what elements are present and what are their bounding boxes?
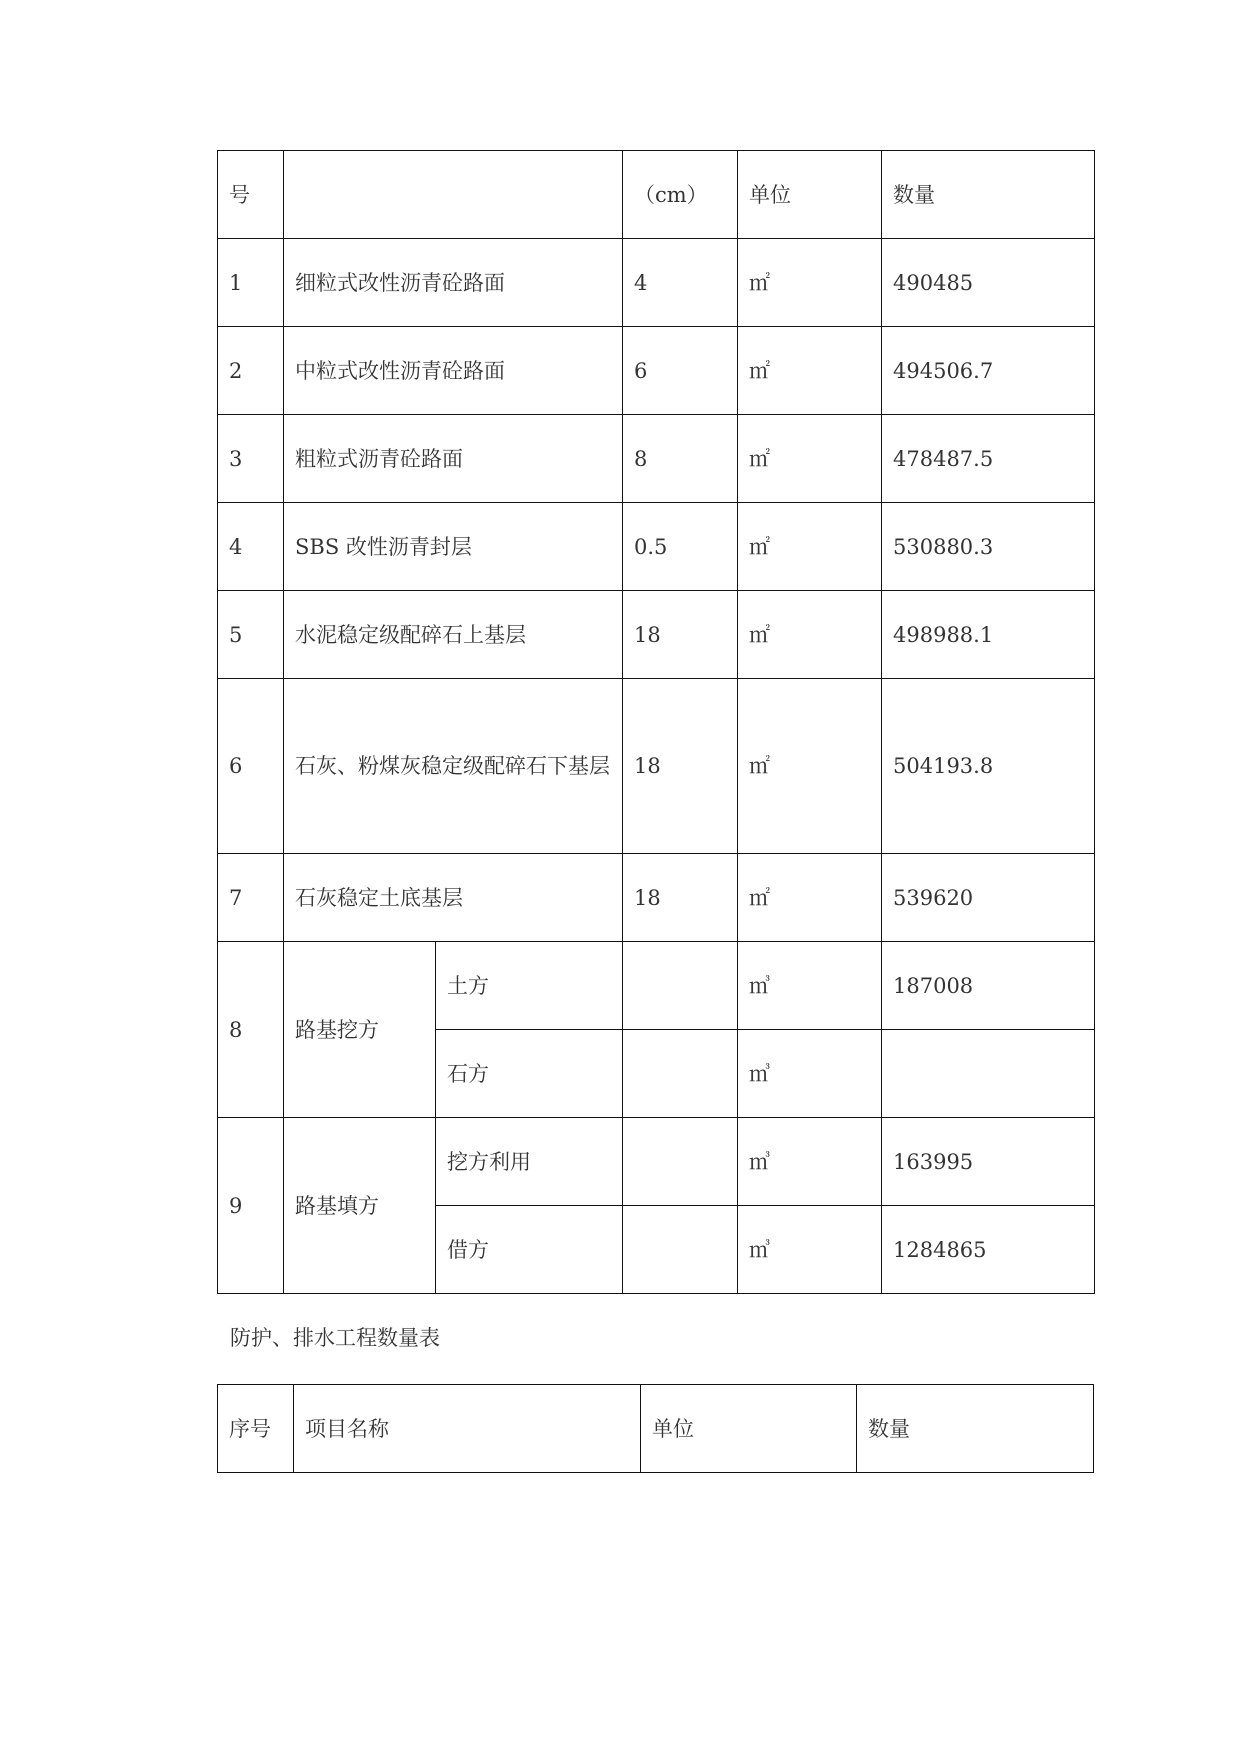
row-quantity: 494506.7 xyxy=(882,327,1095,415)
row-name: 水泥稳定级配碎石上基层 xyxy=(284,591,623,679)
row-unit: ㎡ xyxy=(738,591,882,679)
subrow-unit: ㎥ xyxy=(738,1206,882,1294)
row-quantity: 490485 xyxy=(882,239,1095,327)
row-unit: ㎡ xyxy=(738,679,882,854)
row-unit: ㎡ xyxy=(738,327,882,415)
row-no: 1 xyxy=(218,239,284,327)
header-no: 号 xyxy=(218,151,284,239)
row-unit: ㎡ xyxy=(738,854,882,942)
row-thickness: 6 xyxy=(623,327,738,415)
subrow-name: 石方 xyxy=(436,1030,623,1118)
row-thickness: 0.5 xyxy=(623,503,738,591)
group-name: 路基挖方 xyxy=(284,942,436,1118)
subrow-unit: ㎥ xyxy=(738,1118,882,1206)
subrow-name: 土方 xyxy=(436,942,623,1030)
row-name: 石灰、粉煤灰稳定级配碎石下基层 xyxy=(284,679,623,854)
subrow-thickness xyxy=(623,942,738,1030)
row-unit: ㎡ xyxy=(738,503,882,591)
table-row xyxy=(218,1118,1095,1206)
row-thickness: 18 xyxy=(623,854,738,942)
row-quantity: 539620 xyxy=(882,854,1095,942)
row-no: 3 xyxy=(218,415,284,503)
row-no: 7 xyxy=(218,854,284,942)
row-no: 5 xyxy=(218,591,284,679)
group-no: 9 xyxy=(218,1118,284,1294)
row-thickness: 18 xyxy=(623,591,738,679)
header-no: 序号 xyxy=(218,1385,294,1473)
table-header-row xyxy=(218,151,1095,239)
header-name: 项目名称 xyxy=(294,1385,641,1473)
table-row xyxy=(218,854,1095,942)
row-name: 中粒式改性沥青砼路面 xyxy=(284,327,623,415)
table-row xyxy=(218,327,1095,415)
header-quantity: 数量 xyxy=(882,151,1095,239)
header-name xyxy=(284,151,623,239)
road-quantity-table xyxy=(217,150,1095,1294)
row-thickness: 18 xyxy=(623,679,738,854)
subrow-thickness xyxy=(623,1030,738,1118)
row-quantity: 504193.8 xyxy=(882,679,1095,854)
subrow-quantity xyxy=(882,1030,1095,1118)
subrow-quantity: 187008 xyxy=(882,942,1095,1030)
row-name: 粗粒式沥青砼路面 xyxy=(284,415,623,503)
table-row xyxy=(218,942,1095,1030)
subrow-thickness xyxy=(623,1118,738,1206)
row-no: 4 xyxy=(218,503,284,591)
row-thickness: 8 xyxy=(623,415,738,503)
row-no: 2 xyxy=(218,327,284,415)
header-unit: 单位 xyxy=(738,151,882,239)
subrow-thickness xyxy=(623,1206,738,1294)
row-thickness: 4 xyxy=(623,239,738,327)
subrow-quantity: 1284865 xyxy=(882,1206,1095,1294)
table-row xyxy=(218,591,1095,679)
header-quantity: 数量 xyxy=(857,1385,1094,1473)
header-unit: 单位 xyxy=(641,1385,857,1473)
table-header-row xyxy=(218,1385,1094,1473)
row-unit: ㎡ xyxy=(738,239,882,327)
row-no: 6 xyxy=(218,679,284,854)
drainage-table-caption: 防护、排水工程数量表 xyxy=(230,1326,440,1350)
row-quantity: 530880.3 xyxy=(882,503,1095,591)
subrow-unit: ㎥ xyxy=(738,1030,882,1118)
subrow-name: 借方 xyxy=(436,1206,623,1294)
subrow-name: 挖方利用 xyxy=(436,1118,623,1206)
row-quantity: 478487.5 xyxy=(882,415,1095,503)
row-unit: ㎡ xyxy=(738,415,882,503)
drainage-quantity-table xyxy=(217,1384,1094,1473)
row-name: 细粒式改性沥青砼路面 xyxy=(284,239,623,327)
subrow-quantity: 163995 xyxy=(882,1118,1095,1206)
group-name: 路基填方 xyxy=(284,1118,436,1294)
subrow-unit: ㎥ xyxy=(738,942,882,1030)
table-row xyxy=(218,415,1095,503)
row-name: SBS 改性沥青封层 xyxy=(284,503,623,591)
table-row xyxy=(218,679,1095,854)
table-row xyxy=(218,503,1095,591)
row-name: 石灰稳定土底基层 xyxy=(284,854,623,942)
table-row xyxy=(218,239,1095,327)
header-thickness: （cm） xyxy=(623,151,738,239)
row-quantity: 498988.1 xyxy=(882,591,1095,679)
group-no: 8 xyxy=(218,942,284,1118)
